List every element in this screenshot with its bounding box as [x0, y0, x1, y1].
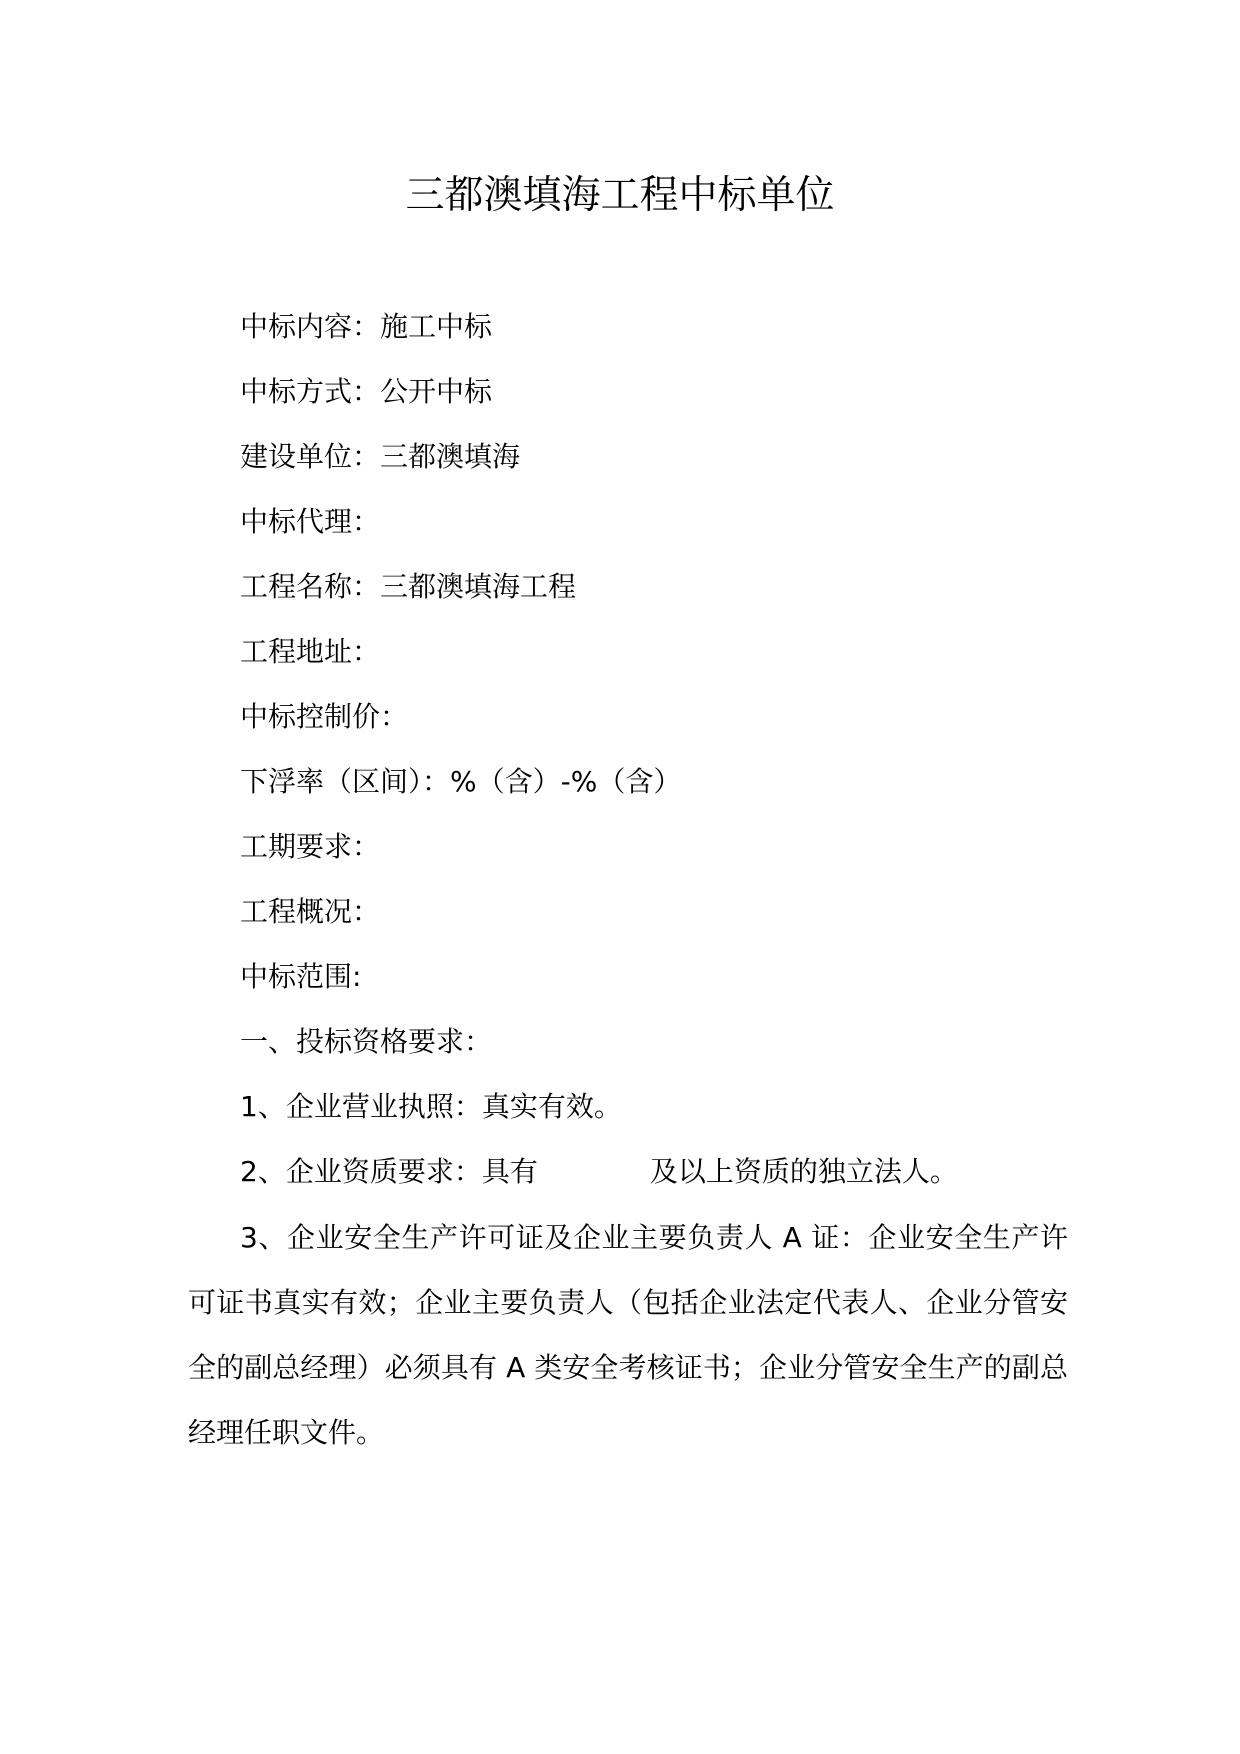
- field-value: 施工中标: [380, 310, 493, 343]
- field-value: 三都澳填海: [380, 440, 521, 473]
- field-duration: [240, 827, 380, 867]
- field-label: 工程名称：: [240, 570, 381, 603]
- field-project-address: [240, 632, 380, 672]
- field-value: %（含）-%（含）: [450, 765, 682, 798]
- requirement-3: 3、企业安全生产许可证及企业主要负责人 A 证：企业安全生产许可证书真实有效；企业主要负责人（包括企业法定代表人、企业分管安全的副总经理）必须具有 A 类安全考核证书；企业分管安全生产的副总经理任职文件。: [188, 1221, 1068, 1449]
- field-label: 中标方式：: [240, 375, 381, 408]
- field-label: 中标内容：: [240, 310, 381, 343]
- field-discount-rate: [240, 762, 681, 802]
- field-label: 工程概况：: [240, 895, 381, 928]
- field-bid-content: [240, 307, 492, 347]
- field-label: 工程地址：: [240, 635, 381, 668]
- field-label: 下浮率（区间）：: [240, 765, 451, 798]
- field-label: 中标代理：: [240, 505, 381, 538]
- field-label: 中标范围:: [240, 960, 362, 993]
- field-project-overview: [240, 892, 380, 932]
- field-project-name: [240, 567, 576, 607]
- requirement-2-after: 及以上资质的独立法人。: [649, 1155, 958, 1188]
- document-title: 三都澳填海工程中标单位: [405, 173, 835, 218]
- requirement-2-before: 2、企业资质要求：具有: [240, 1155, 538, 1188]
- section-heading: 一、投标资格要求：: [240, 1025, 493, 1058]
- field-label: 建设单位：: [240, 440, 381, 473]
- field-label: 中标控制价：: [240, 700, 409, 733]
- requirement-2: [240, 1152, 958, 1192]
- field-bid-agent: [240, 502, 380, 542]
- field-value: 三都澳填海工程: [380, 570, 577, 603]
- field-bid-method: [240, 372, 492, 412]
- field-bid-scope: [240, 957, 361, 997]
- field-construction-unit: [240, 437, 520, 477]
- field-control-price: [240, 697, 408, 737]
- requirement-1: 1、企业营业执照：真实有效。: [240, 1090, 622, 1123]
- field-value: 公开中标: [380, 375, 493, 408]
- field-label: 工期要求：: [240, 830, 381, 863]
